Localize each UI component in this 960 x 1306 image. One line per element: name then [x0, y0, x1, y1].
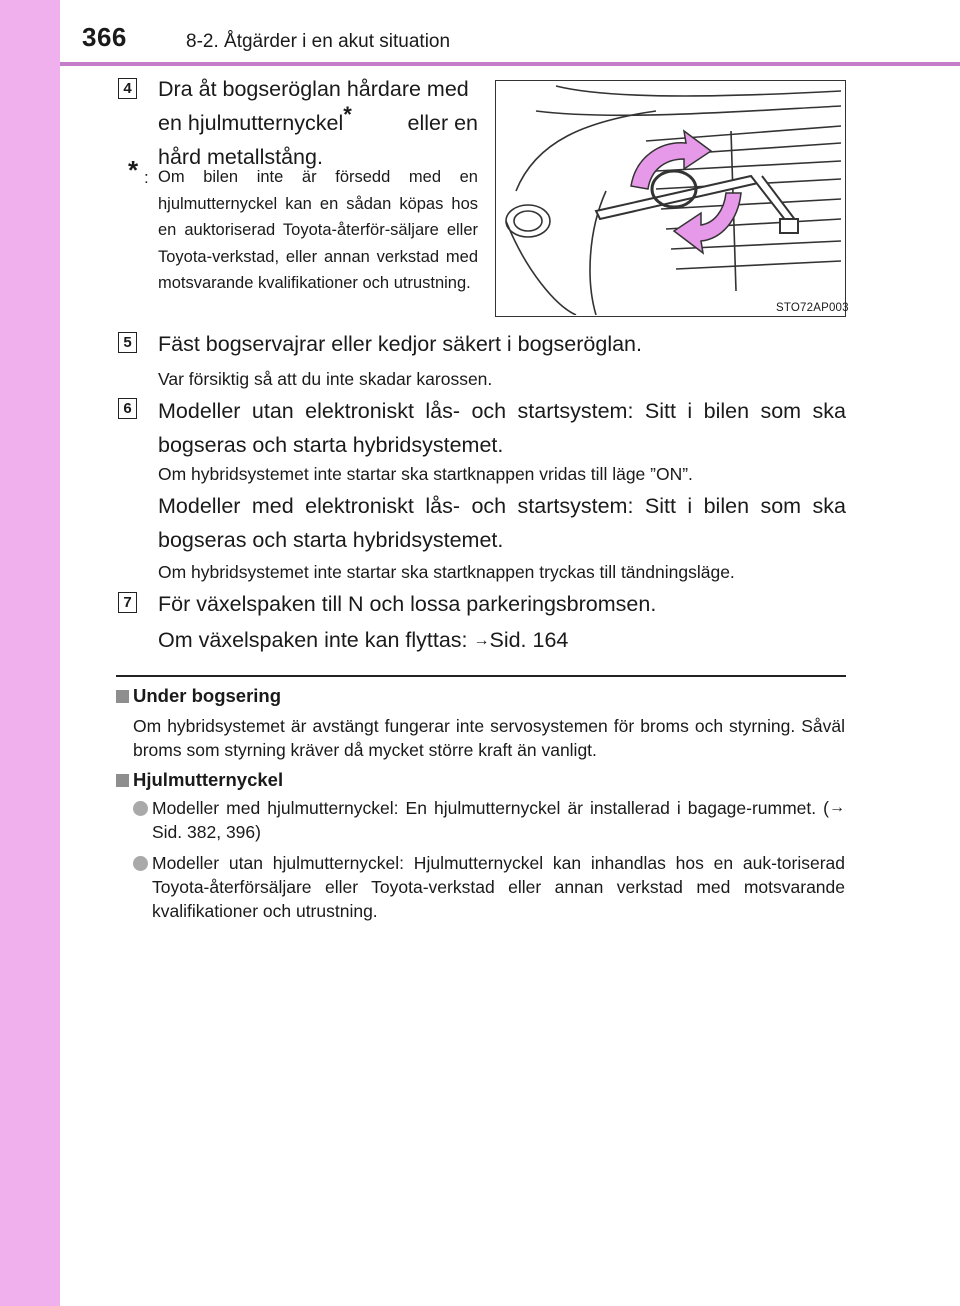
step-number-5: 5 — [118, 332, 137, 353]
step-6-note-2: Om hybridsystemet inte startar ska startknappen tryckas till tändningsläge. — [158, 562, 735, 582]
illustration-code: STO72AP003 — [776, 302, 849, 314]
step-6-text: Modeller utan elektroniskt lås- och startsystem: Sitt i bilen som ska bogseras och starta hybridsystemet. — [158, 399, 846, 457]
page-ref-link[interactable]: Sid. 382, 396 — [152, 822, 256, 842]
asterisk-marker: * — [343, 101, 352, 127]
step-4-line-2 — [158, 101, 478, 140]
step-number-4: 4 — [118, 78, 137, 99]
circle-bullet-icon — [133, 856, 148, 871]
step-number-7: 7 — [118, 592, 137, 613]
page-ref-link[interactable]: Sid. 164 — [489, 628, 569, 652]
wrench-on-eyelet-drawing — [496, 81, 844, 315]
square-bullet-icon — [116, 774, 129, 787]
step-4-line-2-a: en hjulmutternyckel* — [158, 101, 352, 135]
bullet-1-prefix: Modeller med hjulmutternyckel: En hjulmutternyckel är installerad i bagage-rummet. ( — [152, 798, 829, 818]
circle-bullet-icon — [133, 801, 148, 816]
step-number-6: 6 — [118, 398, 137, 419]
step-6-note: Om hybridsystemet inte startar ska startknappen vridas till läge ”ON”. — [158, 464, 693, 484]
section-divider — [116, 675, 846, 677]
step-5-text: Fäst bogservajrar eller kedjor säkert i bogseröglan. — [158, 332, 642, 356]
footnote-text: Om bilen inte är försedd med en hjulmutternyckel kan en sådan köpas hos en auktoriserad Toyota-återför-säljare eller Toyota-verkstad, eller annan verkstad med motsvarande kvalifikationer och utrustning. — [158, 168, 478, 292]
page-number: 366 — [82, 22, 127, 52]
step-7-text: För växelspaken till N och lossa parkeringsbromsen. — [158, 592, 657, 616]
arrow-icon: → — [829, 799, 845, 816]
step-4-text — [158, 72, 478, 174]
header-divider — [60, 62, 960, 66]
section-title: 8-2. Åtgärder i en akut situation — [186, 31, 451, 52]
square-bullet-icon — [116, 690, 129, 703]
step-6-text-2: Modeller med elektroniskt lås- och startsystem: Sitt i bilen som ska bogseras och starta hybridsystemet. — [158, 494, 846, 552]
info-title-wrench: Hjulmutternyckel — [133, 769, 284, 790]
step-7-text-2-prefix: Om växelspaken inte kan flyttas: — [158, 628, 474, 652]
arrow-icon: → — [473, 632, 490, 649]
step-4-line-3: hård metallstång. — [158, 145, 323, 169]
side-color-band — [0, 0, 60, 1306]
bullet-wrench-included — [152, 796, 845, 844]
towing-eyelet-illustration — [495, 80, 846, 317]
step-4-line-2-b: eller en — [407, 111, 478, 135]
footnote-colon: : — [144, 168, 149, 187]
bullet-1-suffix: ) — [255, 822, 261, 842]
bullet-wrench-not-included: Modeller utan hjulmutternyckel: Hjulmutternyckel kan inhandlas hos en auk-toriserad Toyota-återförsäljare eller Toyota-verkstad eller annan verkstad med motsvarande kvalifikationer och utrustning. — [152, 853, 845, 921]
step-4-line-1: Dra åt bogseröglan hårdare med — [158, 77, 469, 101]
footnote-marker: * — [128, 155, 139, 185]
info-title-towing: Under bogsering — [133, 685, 282, 706]
step-5-note: Var försiktig så att du inte skadar karossen. — [158, 369, 493, 389]
step-7-text-2 — [158, 623, 848, 658]
info-text-towing: Om hybridsystemet är avstängt fungerar inte servosystemen för broms och styrning. Såväl broms som styrning kräver då mycket större kraft än vanligt. — [133, 716, 845, 760]
